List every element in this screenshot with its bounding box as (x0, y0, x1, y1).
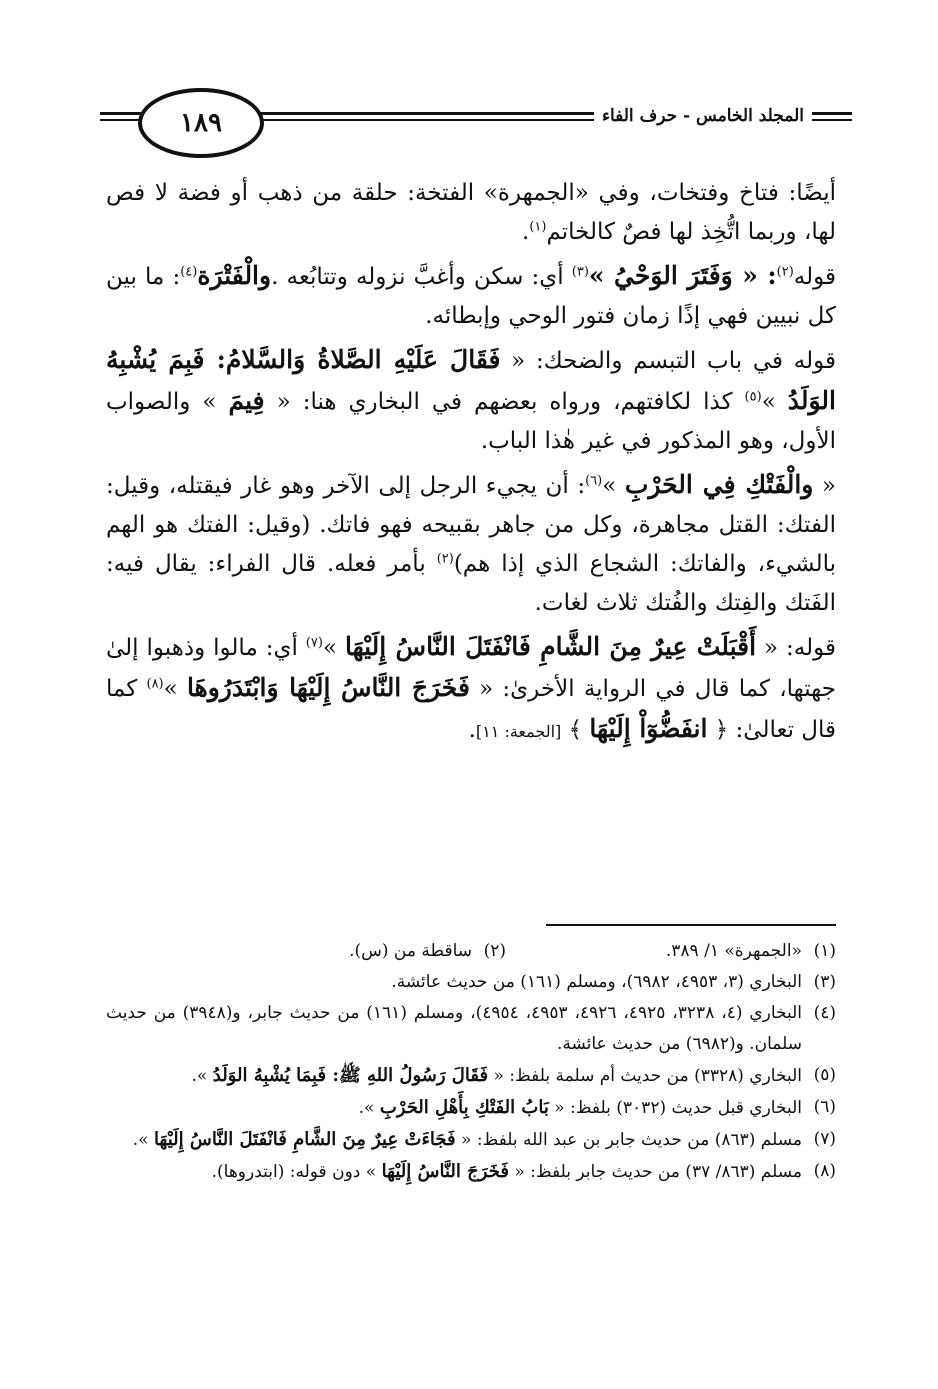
footnote-number: (٧) (813, 1129, 836, 1149)
page-number: ١٨٩ (180, 108, 222, 138)
footnote-text-part: البخاري (٣٣٢٨) من حديث أم سلمة بلفظ: « (488, 1066, 802, 1086)
hadith-quote: : « وَفَتَرَ الوَحْيُ » (588, 261, 777, 290)
p2-text: أي: سكن وأغبَّ نزوله وتتابُعه . (271, 264, 572, 290)
running-title: المجلد الخامس - حرف الفاء (594, 106, 812, 126)
footnote-ref[interactable]: (٧) (305, 635, 323, 651)
footnote-ref[interactable]: (٢) (776, 264, 794, 280)
footnote-number: (٢) (483, 941, 506, 961)
p5-text: ﴾ (561, 717, 590, 743)
footnote-text-part: مسلم (٨٦٣) من حديث جابر بن عبد الله بلفظ: « (455, 1130, 802, 1150)
footnote-text: ساقطة من (س). (349, 941, 472, 961)
footnote-ref[interactable]: (٨) (146, 676, 164, 692)
paragraph-4 (106, 465, 836, 623)
footnote-ref[interactable]: (١) (529, 219, 547, 235)
footnote-text-part: ». (132, 1130, 154, 1150)
paragraph-3 (106, 340, 836, 461)
footnote-text (106, 1156, 802, 1188)
footnote-number: (٤) (813, 1003, 836, 1023)
p3-text: قوله في باب التبسم والضحك: « (500, 348, 836, 374)
p2-line2: ما بين كل نبيين فهي إذًا زمان فتور الوحي وإبطائه. (106, 264, 836, 329)
hadith-quote: فَقَالَ عَلَيْهِ الصَّلاةُ وَالسَّلامُ: فَبِمَ يُشْبِهُ الوَلَدُ (106, 345, 836, 415)
hadith-quote: أَقْبَلَتْ عِيرٌ مِنَ الشَّامِ فَانْفَتَلَ النَّاسُ إِلَيْهَا (344, 632, 757, 661)
term-quote: فِيمَ (228, 386, 265, 415)
p3-text: » والصواب الأول، وهو المذكور في غير هٰذا الباب. (106, 389, 836, 454)
footnote-quote: فَخَرَجَ النَّاسُ إِلَيْهَا (381, 1161, 509, 1182)
footnote-number: (٦) (813, 1097, 836, 1117)
p1-line2: لها، وربما اتُّخِذ لها فصٌ كالخاتم (546, 219, 836, 245)
p5-text: . (468, 717, 476, 743)
p2-text: : (172, 264, 181, 290)
footnote-1 (506, 936, 836, 967)
p5-text: » (322, 635, 345, 661)
p5-text: » (163, 676, 187, 702)
footnote-text (106, 1124, 802, 1156)
footnote-4 (106, 998, 836, 1060)
p4-text: « (813, 473, 836, 499)
footnote-text-part: ». (358, 1098, 380, 1118)
paragraph-2 (106, 256, 836, 336)
footnote-2 (176, 936, 506, 967)
page-number-oval (138, 88, 264, 158)
footnote-number: (١) (813, 941, 836, 961)
p1-line1: أيضًا: فتاخ وفتخات، وفي «الجمهرة» الفتخة: حلقة من ذهب أو فضة لا فص (106, 180, 836, 206)
footnote-separator (546, 924, 836, 926)
quran-quote: انفَضُّوٓاْ إِلَيْهَا (589, 714, 708, 743)
footnote-text: «الجمهرة» ١/ ٣٨٩. (665, 941, 802, 961)
footnote-ref[interactable]: (٢) (436, 551, 454, 567)
footnote-number: (٥) (813, 1065, 836, 1085)
p4-text: » (602, 473, 625, 499)
footnote-5 (106, 1060, 836, 1092)
p3-text: كذا لكافتهم، ورواه بعضهم في البخاري هنا: « (264, 389, 745, 415)
p5-text: كما قال تعالىٰ: ﴿ (106, 676, 836, 743)
footnote-ref[interactable]: (٣) (571, 264, 589, 280)
p5-text: قوله: « (756, 635, 836, 661)
footnote-text-part: البخاري قبل حديث (٣٠٣٢) بلفظ: « (548, 1098, 802, 1118)
footnote-number: (٨) (813, 1161, 836, 1181)
paragraph-1 (106, 174, 836, 252)
footnote-text (106, 1092, 802, 1124)
p2-text: قوله (793, 264, 836, 290)
footnote-quote: فَجَاءَتْ عِيرٌ مِنَ الشَّامِ فَانْفَتَلَ النَّاسُ إِلَيْهَا (153, 1129, 456, 1150)
hadith-quote: فَخَرَجَ النَّاسُ إِلَيْهَا وَابْتَدَرُوهَا (186, 673, 470, 702)
footnote-text-part: » دون قوله: (ابتدروها). (211, 1162, 382, 1182)
footnote-text (106, 1060, 802, 1092)
page-header (100, 82, 852, 162)
p4-text: بأمر فعله. (327, 551, 437, 577)
p3-text: » (761, 389, 788, 415)
p5-text: أي: مالوا وذهبوا إلىٰ جهتها، كما قال في الرواية الأخرىٰ: « (106, 635, 836, 702)
term-quote: والْفَتْرَة (197, 261, 272, 290)
footnote-row (106, 936, 836, 967)
footnote-7 (106, 1124, 836, 1156)
quran-citation: [الجمعة: ١١] (475, 722, 562, 741)
footnotes (106, 936, 836, 1188)
main-text (106, 174, 836, 751)
footnote-text-part: مسلم (٨٦٣/ ٣٧) من حديث جابر بلفظ: « (508, 1162, 802, 1182)
p4-text: : أن يجيء الرجل إلى الآخر وهو غار فيقتله، وقيل: الفتك: القتل مجاهرة، وكل من جاهر بقبيحه فهو فاتك. (وقيل: الفتك هو الهم بالشيء، والفاتك: الشجاع الذي إذا هم) (106, 473, 837, 577)
footnote-ref[interactable]: (٥) (744, 389, 762, 405)
footnote-3 (106, 967, 836, 998)
footnote-number: (٣) (813, 972, 836, 992)
footnote-text: البخاري (٤، ٣٢٣٨، ٤٩٢٥، ٤٩٢٦، ٤٩٥٣، ٤٩٥٤)، ومسلم (١٦١) من حديث جابر، و(٣٩٤٨) من حديث سلمان. و(٦٩٨٢) من حديث عائشة. (106, 1003, 803, 1054)
footnote-text-part: ». (191, 1066, 213, 1086)
footnote-8 (106, 1156, 836, 1188)
footnote-ref[interactable]: (٦) (585, 473, 603, 489)
p1-end: . (522, 219, 530, 245)
footnote-text: البخاري (٣، ٤٩٥٣، ٦٩٨٢)، ومسلم (١٦١) من حديث عائشة. (391, 972, 802, 992)
hadith-quote: والْفَتْكِ فِي الحَرْبِ (624, 470, 814, 499)
footnote-quote: فَقَالَ رَسُولُ اللهِ ﷺ: فَبِمَا يُشْبِهُ الوَلَدُ (212, 1065, 489, 1086)
footnote-quote: بَابُ الفَتْكِ بِأَهْلِ الحَرْبِ (379, 1097, 549, 1118)
footnote-6 (106, 1092, 836, 1124)
footnote-ref[interactable]: (٤) (180, 264, 198, 280)
p4-line4: قال الفراء: يقال فيه: الفَتك والفِتك والفُتك ثلاث لغات. (106, 551, 836, 616)
paragraph-5 (106, 627, 836, 751)
